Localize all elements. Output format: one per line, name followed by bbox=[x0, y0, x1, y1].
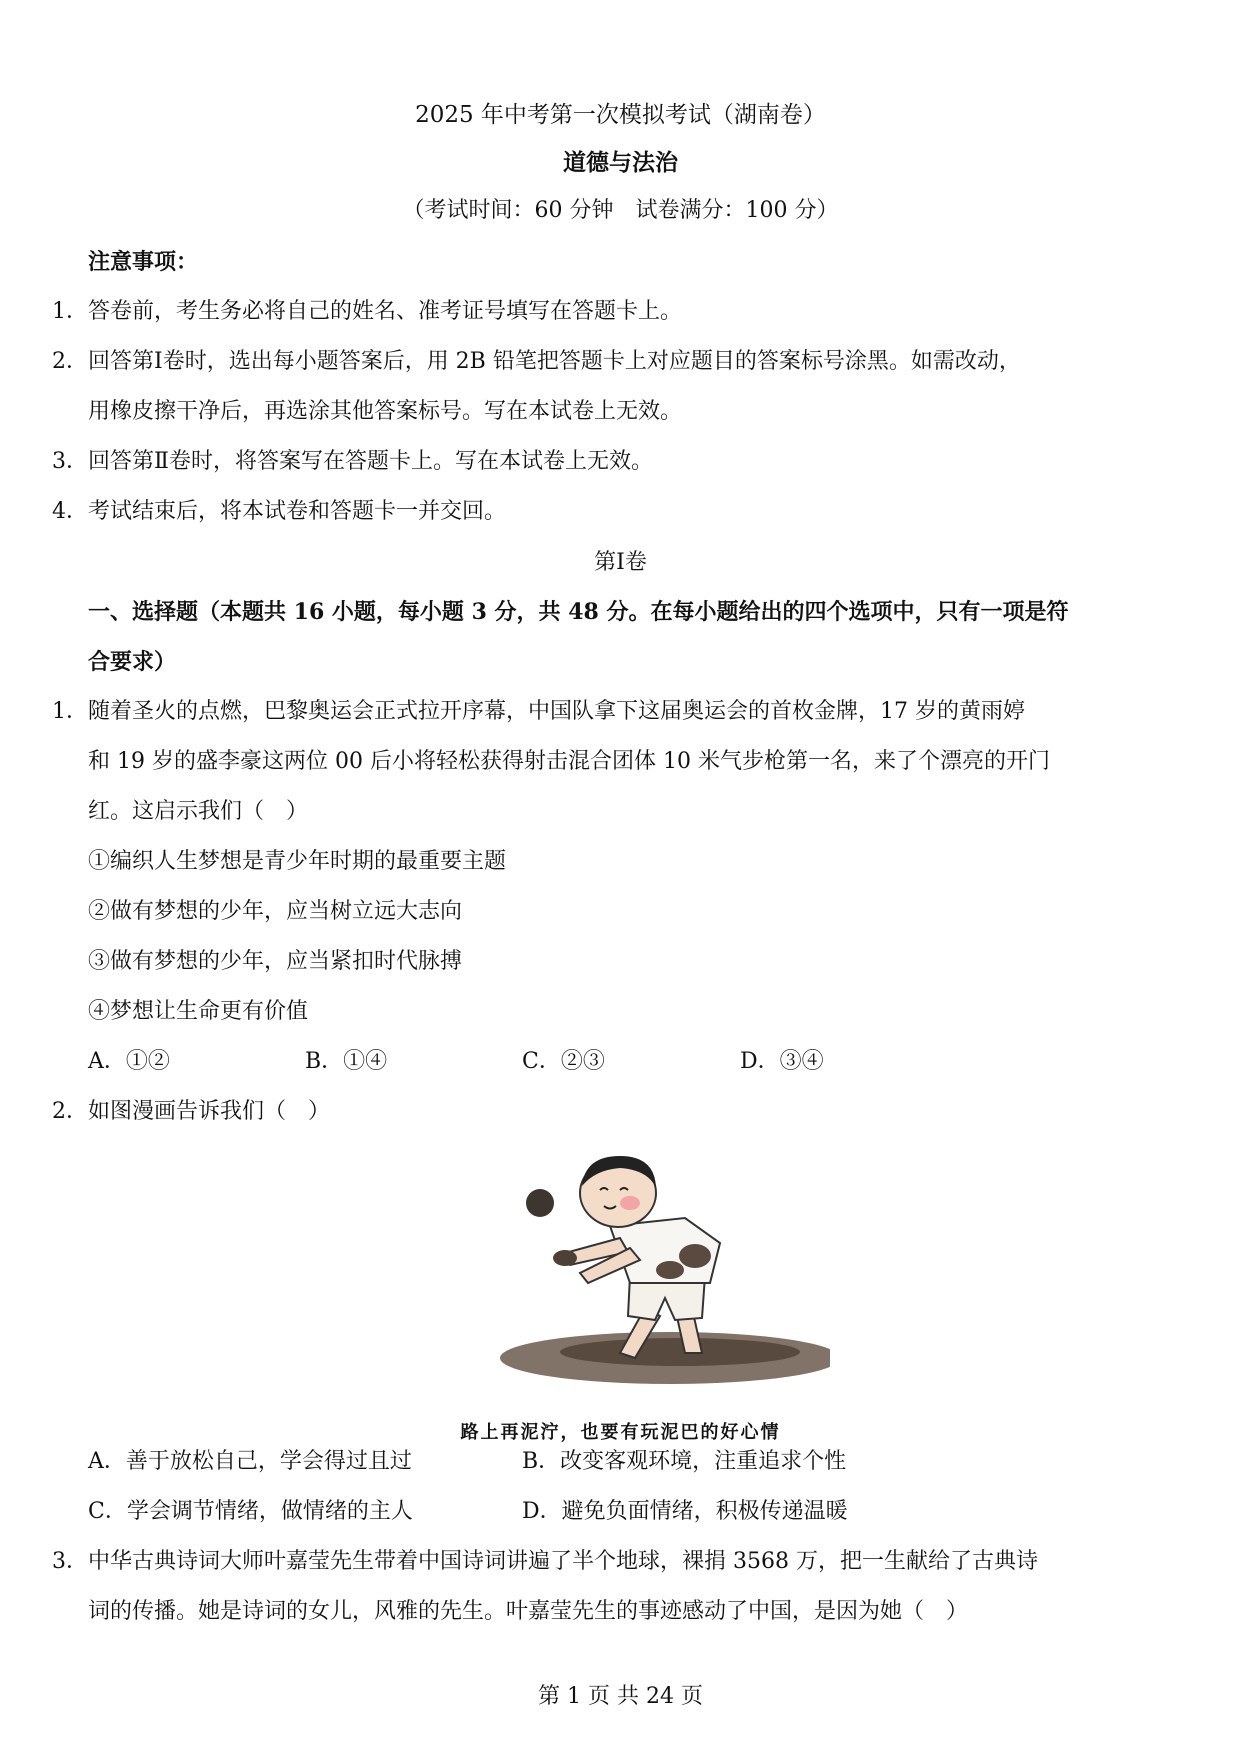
question-number: 1． bbox=[52, 699, 88, 724]
section-heading-continuation: 合要求） bbox=[88, 649, 177, 675]
question-2-stem bbox=[52, 1097, 330, 1127]
exam-subject: 道德与法治 bbox=[563, 149, 678, 176]
question-1-statement: ④梦想让生命更有价值 bbox=[88, 999, 309, 1024]
question-text: 如图漫画告诉我们（ ） bbox=[88, 1099, 331, 1124]
notice-item-number: 4． bbox=[52, 499, 88, 524]
question-1-statement: ③做有梦想的少年，应当紧扣时代脉搏 bbox=[88, 949, 463, 974]
page-footer: 第 1 页 共 24 页 bbox=[538, 1684, 703, 1709]
question-3-stem bbox=[52, 1547, 1038, 1577]
question-3-text-line: 词的传播。她是诗词的女儿，风雅的先生。叶嘉莹先生的事迹感动了中国，是因为她（ ） bbox=[88, 1599, 969, 1624]
question-1-option-c: C．②③ bbox=[522, 1049, 605, 1074]
notice-item bbox=[52, 447, 653, 477]
section-heading: 一、选择题（本题共 16 小题，每小题 3 分，共 48 分。在每小题给出的四个选项中，只有一项是符 bbox=[88, 599, 1069, 625]
exam-title: 2025 年中考第一次模拟考试（湖南卷） bbox=[415, 102, 826, 128]
question-2-option-c: C．学会调节情绪，做情绪的主人 bbox=[88, 1499, 413, 1524]
question-1-text-line: 和 19 岁的盛李豪这两位 00 后小将轻松获得射击混合团体 10 米气步枪第一名，来了个漂亮的开门 bbox=[88, 749, 1050, 774]
notice-heading: 注意事项： bbox=[88, 249, 199, 275]
question-1-option-a: A．①② bbox=[88, 1049, 170, 1074]
notice-item bbox=[52, 497, 506, 527]
notice-item bbox=[52, 347, 1021, 377]
question-text: 中华古典诗词大师叶嘉莹先生带着中国诗词讲遍了半个地球，裸捐 3568 万，把一生献给了古典诗 bbox=[88, 1549, 1038, 1574]
question-1-option-d: D．③④ bbox=[740, 1049, 824, 1074]
boy-playing-mud-cartoon bbox=[470, 1148, 830, 1388]
exam-info: （考试时间：60 分钟 试卷满分：100 分） bbox=[402, 198, 839, 223]
cartoon-caption: 路上再泥泞，也要有玩泥巴的好心情 bbox=[460, 1422, 781, 1443]
question-number: 2． bbox=[52, 1099, 88, 1124]
notice-item-text: 答卷前，考生务必将自己的姓名、准考证号填写在答题卡上。 bbox=[88, 299, 683, 324]
question-1-stem bbox=[52, 697, 1025, 727]
notice-item-text: 回答第Ⅱ卷时，将答案写在答题卡上。写在本试卷上无效。 bbox=[88, 449, 653, 474]
question-2-option-d: D．避免负面情绪，积极传递温暖 bbox=[522, 1499, 848, 1524]
notice-item-number: 2． bbox=[52, 349, 88, 374]
notice-item-continuation: 用橡皮擦干净后，再选涂其他答案标号。写在本试卷上无效。 bbox=[88, 399, 683, 424]
question-1-statement: ②做有梦想的少年，应当树立远大志向 bbox=[88, 899, 463, 924]
notice-item-number: 3． bbox=[52, 449, 88, 474]
question-2-option-b: B．改变客观环境，注重追求个性 bbox=[522, 1449, 847, 1474]
notice-item-text: 考试结束后，将本试卷和答题卡一并交回。 bbox=[88, 499, 507, 524]
part-title: 第Ⅰ卷 bbox=[594, 550, 647, 575]
question-1-statement: ①编织人生梦想是青少年时期的最重要主题 bbox=[88, 849, 507, 874]
question-1-option-b: B．①④ bbox=[305, 1049, 388, 1074]
notice-item-number: 1． bbox=[52, 299, 88, 324]
question-text: 随着圣火的点燃，巴黎奥运会正式拉开序幕，中国队拿下这届奥运会的首枚金牌，17 岁的黄雨婷 bbox=[88, 699, 1025, 724]
question-number: 3． bbox=[52, 1549, 88, 1574]
question-2-option-a: A．善于放松自己，学会得过且过 bbox=[88, 1449, 412, 1474]
question-1-text-line: 红。这启示我们（ ） bbox=[88, 799, 309, 824]
notice-item-text: 回答第Ⅰ卷时，选出每小题答案后，用 2B 铅笔把答题卡上对应题目的答案标号涂黑。如需改动， bbox=[88, 349, 1021, 374]
notice-item bbox=[52, 297, 682, 327]
